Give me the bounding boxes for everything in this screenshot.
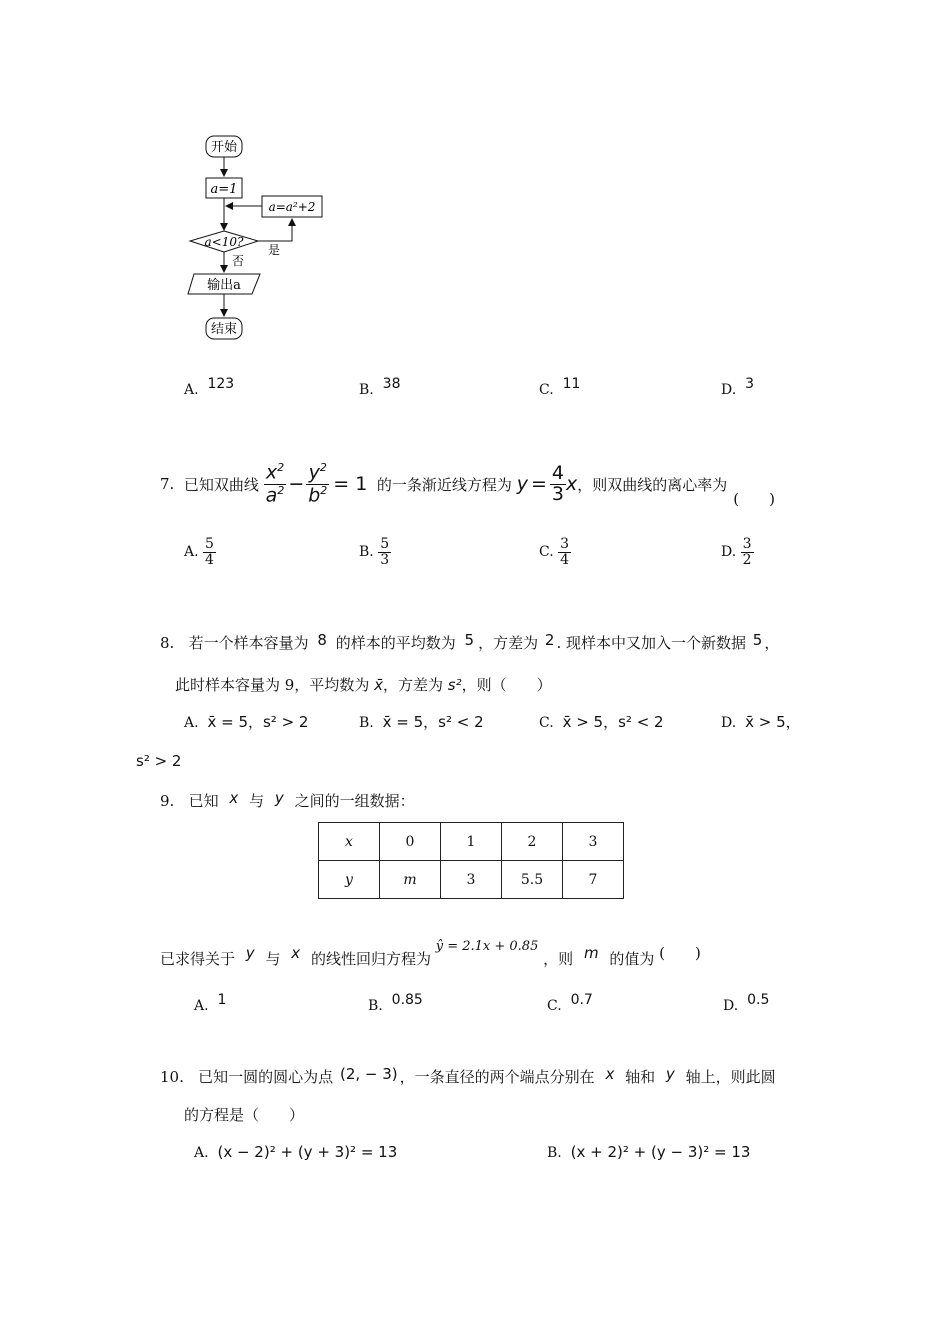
table-cell: 1 (441, 823, 502, 861)
option-label: C. (547, 998, 562, 1014)
option-label: D. (721, 544, 737, 561)
frac-den: 4 (560, 551, 570, 568)
option-label: A. (184, 715, 199, 731)
q8-option-b (359, 711, 484, 732)
q8-text-a: 若一个样本容量为 (188, 634, 309, 652)
q8-text-c: ，方差为 (478, 634, 539, 652)
var-y: y (516, 473, 528, 495)
option-value: 38 (382, 376, 401, 392)
frac-num: 5 (205, 536, 214, 552)
var-x: x (229, 789, 239, 807)
q9-text-4: 已求得关于 (160, 950, 236, 968)
var-x: x (605, 1065, 615, 1083)
table-cell: m (380, 861, 441, 899)
q9-text-3: 之间的一组数据： (294, 792, 415, 810)
flow-yes-label: 是 (267, 243, 281, 257)
table-cell: 0 (380, 823, 441, 861)
q7-text-2: 的一条渐近线方程为 (376, 475, 512, 494)
new-data-value: 5 (752, 631, 763, 649)
flow-update-text: a=a²+2 (268, 200, 316, 214)
q7-option-d (721, 537, 754, 567)
option-value: 0.85 (391, 992, 423, 1008)
q10-text-3: 轴和 (625, 1068, 656, 1086)
option-label: B. (547, 1145, 562, 1161)
table-cell: x (319, 823, 380, 861)
table-cell: 5.5 (502, 861, 563, 899)
q9-text-6: 的线性回归方程为 (310, 950, 431, 968)
question-number: 7. (160, 475, 175, 493)
q10-option-a (194, 1143, 397, 1161)
frac-num: 4 (551, 461, 564, 484)
question-10-line-2: 的方程是（ ） (184, 1106, 305, 1124)
var-y: y (274, 789, 284, 807)
option-value: 1 (217, 992, 227, 1008)
fraction-x2-a2: $\frac{x^2}{a^2}$ (265, 461, 285, 506)
sample-mean: 5 (464, 631, 475, 649)
equation-rhs: = 1 (333, 473, 368, 495)
option-label: B. (359, 544, 374, 561)
hyperbola-equation: $\frac{x^2}{a^2}$ − $\frac{y^2}{b^2}$ = 1 (265, 461, 368, 506)
option-label: A. (194, 1145, 209, 1161)
var-x: x (565, 473, 578, 495)
table-cell: 7 (563, 861, 624, 899)
question-9-regression-line (160, 939, 701, 969)
q6-option-b (359, 376, 401, 398)
frac-den: 2 (742, 551, 752, 568)
q7-option-c (539, 537, 571, 567)
circle-center: (2, − 3) (339, 1065, 398, 1083)
option-label: D. (723, 998, 739, 1014)
q8-option-d-wrap: s² > 2 (136, 752, 182, 770)
option-label: A. (184, 544, 199, 561)
flowchart (180, 130, 340, 350)
flow-end-text: 结束 (210, 322, 238, 337)
table-cell: 3 (563, 823, 624, 861)
fraction-4-3 (550, 461, 566, 505)
var-s2: s² (447, 676, 462, 694)
q9-text-7: ，则 (543, 950, 574, 968)
q7-text-3: ，则双曲线的离心率为 (577, 475, 728, 494)
q8-text-g: ，方差为 (383, 676, 444, 694)
q6-option-c (539, 376, 581, 398)
q9-text-2: 与 (249, 792, 265, 810)
q9-option-d (723, 992, 770, 1014)
option-fraction (203, 537, 216, 567)
question-8-line-2 (175, 674, 552, 695)
q8-option-c (539, 711, 664, 732)
asymptote-equation (516, 461, 578, 505)
q9-option-c (547, 992, 593, 1014)
answer-paren: ( ) (659, 944, 701, 962)
question-7 (160, 452, 775, 516)
frac-num: 3 (742, 536, 752, 552)
sample-variance: 2 (544, 631, 555, 649)
q9-option-a (194, 992, 227, 1014)
option-text: x̄ = 5，s² > 2 (207, 713, 309, 731)
question-9 (160, 790, 415, 811)
var-y: y (245, 944, 255, 962)
q8-option-d (721, 711, 801, 732)
q9-option-b (368, 992, 423, 1014)
frac-den: 3 (551, 482, 564, 505)
option-label: B. (359, 382, 374, 398)
option-value: 11 (562, 376, 581, 392)
frac-num: 3 (560, 536, 570, 552)
option-label: C. (539, 544, 554, 561)
flow-no-label: 否 (231, 254, 245, 268)
option-label: B. (368, 998, 383, 1014)
option-fraction (558, 537, 571, 567)
option-text: x̄ > 5，s² < 2 (562, 713, 664, 731)
q9-text-5: 与 (265, 950, 281, 968)
question-number: 9. (160, 792, 175, 810)
q9-text-1: 已知 (188, 792, 219, 810)
option-text: (x − 2)² + (y + 3)² = 13 (217, 1143, 398, 1161)
frac-den: 3 (380, 551, 390, 568)
option-label: A. (194, 998, 209, 1014)
flow-output-text: 输出a (207, 278, 241, 293)
table-cell: 2 (502, 823, 563, 861)
sample-size: 8 (317, 631, 327, 649)
flow-arrow-yes (258, 219, 292, 241)
option-label: B. (359, 715, 374, 731)
answer-paren: ( ) (733, 489, 775, 508)
q8-text-d: . 现样本中又加入一个新数据 (556, 634, 746, 652)
question-number: 10. (160, 1068, 184, 1086)
option-label: C. (539, 382, 554, 398)
data-table (318, 822, 624, 899)
flow-init-text: a=1 (210, 182, 238, 197)
q7-option-a (184, 537, 216, 567)
var-m: m (583, 944, 599, 962)
q10-text-2: ，一条直径的两个端点分别在 (399, 1068, 595, 1086)
fraction-y2-b2: $\frac{y^2}{b^2}$ (308, 461, 328, 506)
option-value: 3 (745, 376, 755, 392)
q10-option-b (547, 1143, 750, 1161)
q7-option-b (359, 537, 391, 567)
flow-decision-text: a<10? (204, 235, 244, 249)
var-x: x (291, 944, 301, 962)
option-label: D. (721, 382, 737, 398)
q6-option-a (184, 376, 235, 398)
table-cell: y (319, 861, 380, 899)
q8-option-a (184, 711, 308, 732)
equals-sign: = (530, 473, 547, 495)
regression-equation: ŷ = 2.1x + 0.85 (435, 939, 539, 954)
table-row (319, 861, 624, 899)
option-fraction (378, 537, 391, 567)
q10-text-1: 已知一圆的圆心为点 (198, 1068, 334, 1086)
option-label: C. (539, 715, 554, 731)
q8-text-h: ，则（ ） (461, 676, 552, 694)
table-cell: 3 (441, 861, 502, 899)
option-value: 0.7 (570, 992, 593, 1008)
flowchart-diagram (180, 130, 340, 350)
option-text: x̄ > 5， (745, 713, 801, 731)
option-fraction (741, 537, 754, 567)
q6-option-d (721, 376, 755, 398)
option-label: A. (184, 382, 199, 398)
option-value: 123 (207, 376, 235, 392)
var-xbar: x̄ (374, 676, 383, 694)
q7-text-1: 已知双曲线 (183, 475, 259, 494)
q8-text-e: ， (764, 634, 780, 652)
question-8-line-1 (160, 632, 779, 653)
q8-text-f: 此时样本容量为 9，平均数为 (175, 676, 370, 694)
option-label: D. (721, 715, 737, 731)
table-row (319, 823, 624, 861)
option-value: 0.5 (747, 992, 770, 1008)
q10-text-4: 轴上，则此圆 (685, 1068, 776, 1086)
q8-text-b: 的样本的平均数为 (335, 634, 456, 652)
question-number: 8. (160, 634, 175, 652)
question-10-line-1 (160, 1066, 776, 1087)
q9-text-8: 的值为 (609, 950, 655, 968)
option-text: (x + 2)² + (y − 3)² = 13 (570, 1143, 751, 1161)
option-text: x̄ = 5，s² < 2 (382, 713, 484, 731)
frac-den: 4 (205, 551, 214, 568)
var-y: y (665, 1065, 675, 1083)
frac-num: 5 (380, 536, 390, 552)
flow-start-text: 开始 (210, 140, 238, 155)
